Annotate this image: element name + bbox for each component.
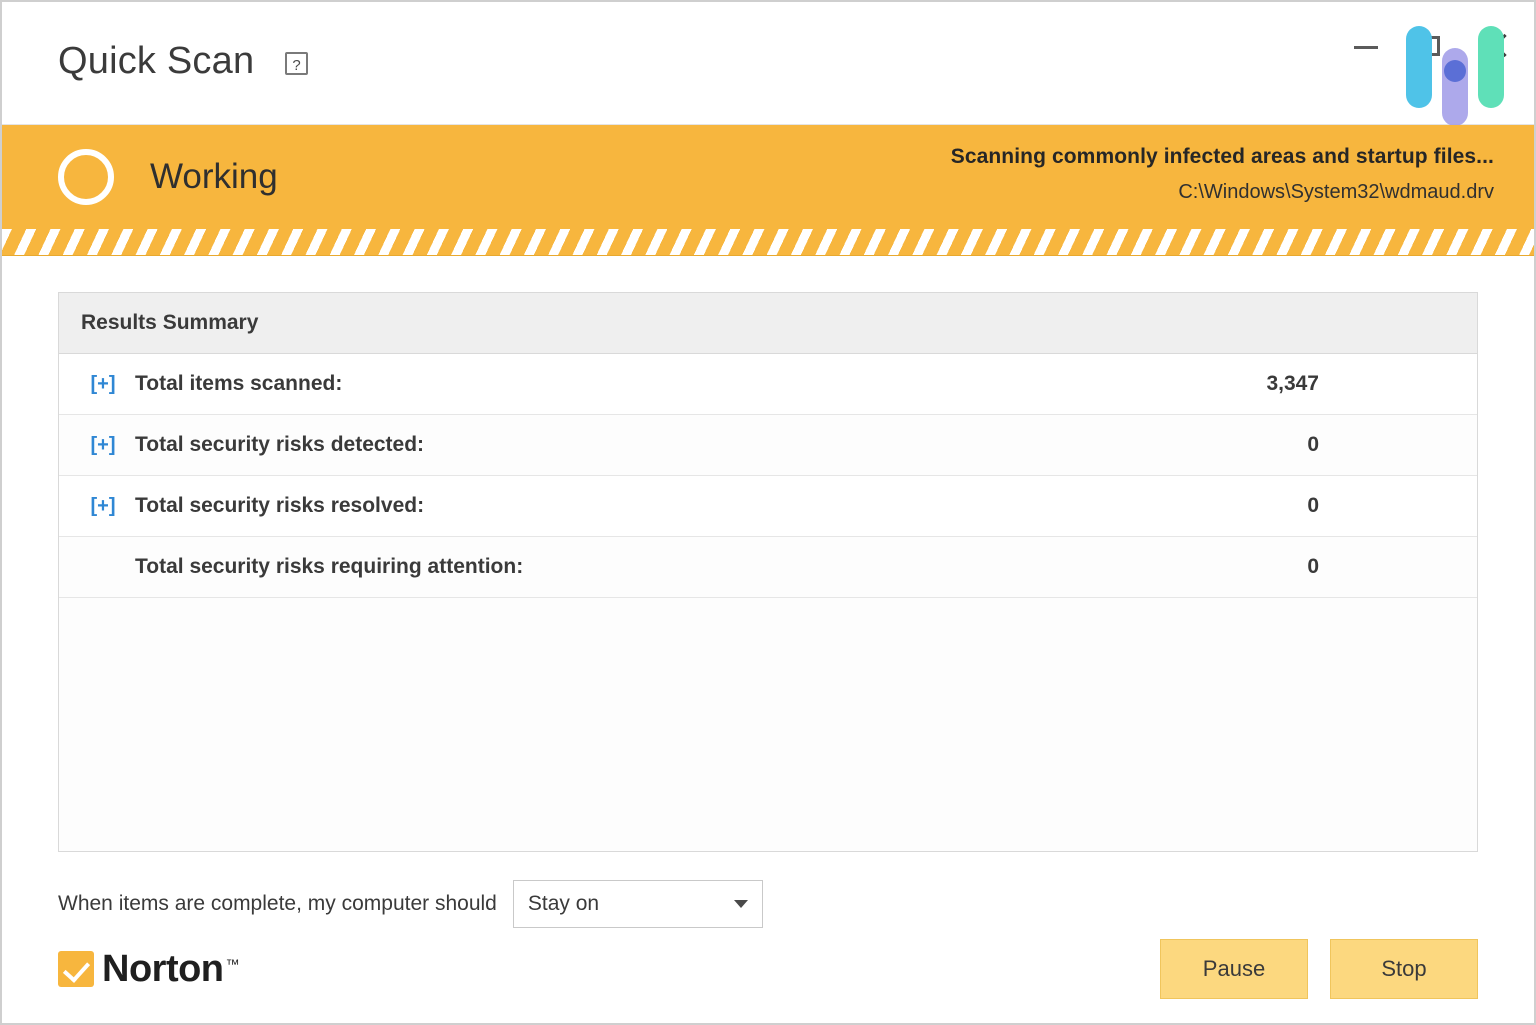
completion-action-row (58, 880, 1478, 928)
help-icon[interactable]: ? (285, 52, 308, 75)
brand-name-label: Norton (102, 947, 224, 990)
progress-stripe-bar (2, 229, 1534, 256)
completion-action-value: Stay on (527, 892, 600, 915)
chevron-down-icon (734, 900, 748, 908)
pill-dot-icon (1444, 60, 1466, 82)
footer-bar (58, 939, 1478, 999)
expand-toggle-risks-detected[interactable]: [+] (90, 433, 116, 456)
row-label-risks-resolved: Total security risks resolved: (135, 494, 425, 517)
table-row (59, 415, 1477, 476)
main-content (2, 292, 1534, 928)
stop-button[interactable]: Stop (1330, 939, 1478, 999)
row-value-risks-attention: 0 (1307, 555, 1319, 578)
minimize-icon[interactable] (1350, 28, 1384, 62)
row-value-risks-resolved: 0 (1307, 494, 1319, 517)
table-row (59, 537, 1477, 598)
close-icon[interactable] (1478, 28, 1512, 62)
results-summary-panel (58, 292, 1478, 852)
status-activity-text: Scanning commonly infected areas and startup files... (950, 145, 1494, 168)
table-row (59, 354, 1477, 415)
row-value-items-scanned: 3,347 (1266, 372, 1319, 395)
action-buttons (1160, 939, 1478, 999)
row-value-risks-detected: 0 (1307, 433, 1319, 456)
table-row (59, 476, 1477, 537)
page-title: Quick Scan (58, 40, 255, 82)
row-label-items-scanned: Total items scanned: (135, 372, 343, 395)
check-mark-icon (58, 951, 94, 987)
pause-button[interactable]: Pause (1160, 939, 1308, 999)
window-controls (1350, 28, 1512, 62)
completion-action-label: When items are complete, my computer should (58, 892, 497, 915)
scan-status-banner (2, 125, 1534, 229)
row-label-risks-attention: Total security risks requiring attention: (135, 555, 524, 578)
status-details (951, 145, 1494, 204)
expand-toggle-items-scanned[interactable]: [+] (90, 372, 116, 395)
expand-toggle-risks-resolved[interactable]: [+] (90, 494, 116, 517)
status-current-path: C:\Windows\System32\wdmaud.drv (1178, 181, 1494, 203)
completion-action-select[interactable] (513, 880, 763, 928)
progress-spinner-icon (58, 149, 114, 205)
norton-logo (58, 948, 240, 991)
title-bar (2, 2, 1534, 125)
status-state-label: Working (150, 157, 278, 196)
trademark-symbol: ™ (225, 955, 240, 972)
brand-pills-decoration (1400, 10, 1518, 122)
row-label-risks-detected: Total security risks detected: (135, 433, 425, 456)
maximize-icon[interactable] (1414, 28, 1448, 62)
results-summary-header: Results Summary (59, 293, 1477, 354)
